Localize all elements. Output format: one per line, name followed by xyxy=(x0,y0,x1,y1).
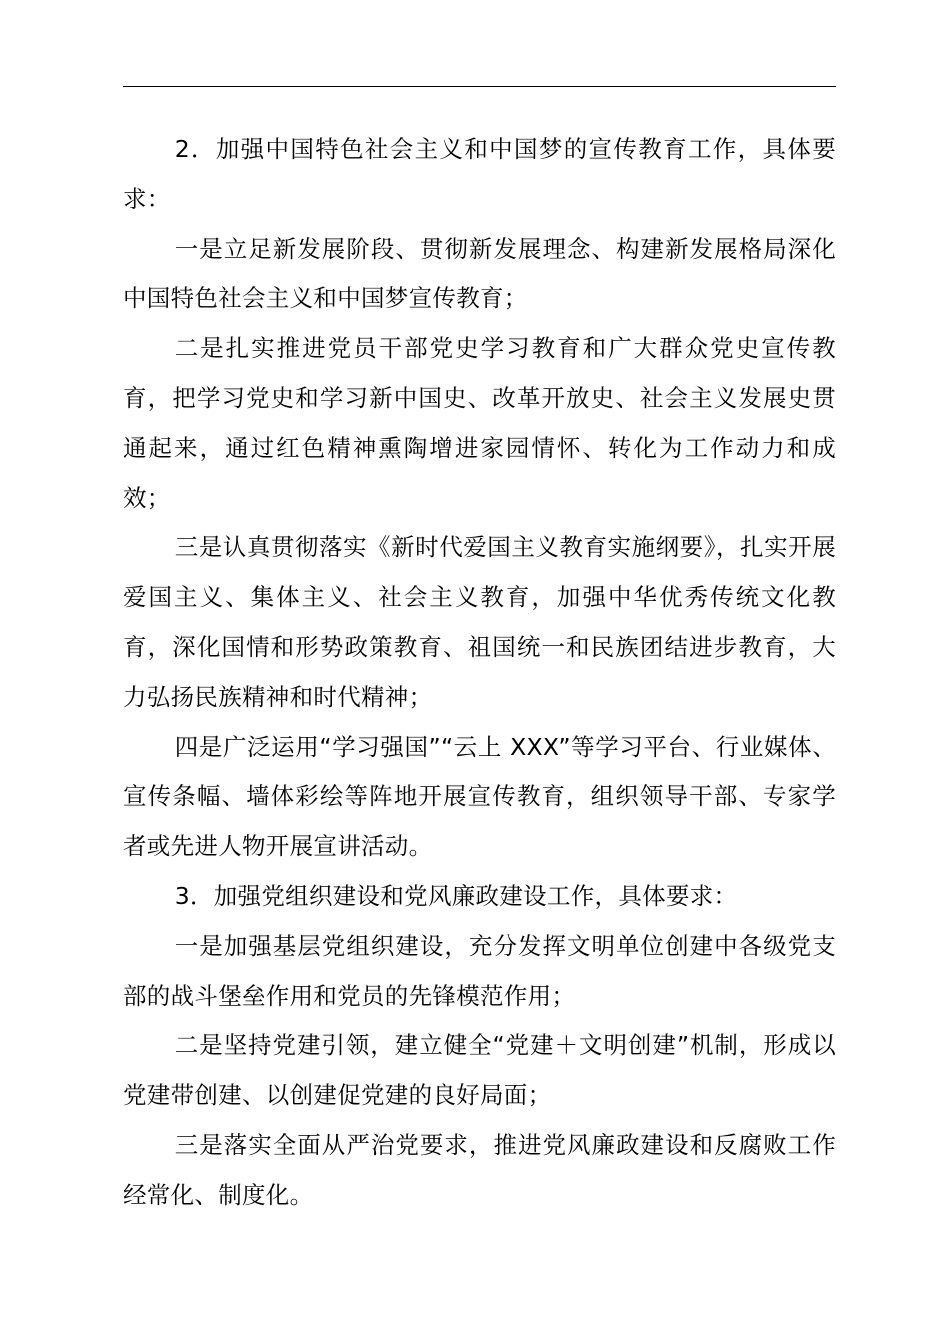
section-2-item-3: 三是认真贯彻落实《新时代爱国主义教育实施纲要》，扎实开展爱国主义、集体主义、社会主义教育，加强中华优秀传统文化教育，深化国情和形势政策教育、祖国统一和民族团结进步教育，大力弘扬民族精神和时代精神； xyxy=(123,533,836,711)
section-2-item-4: 四是广泛运用“学习强国”“云上 XXX”等学习平台、行业媒体、宣传条幅、墙体彩绘等阵地开展宣传教育，组织领导干部、专家学者或先进人物开展宣讲活动。 xyxy=(123,732,836,861)
section-3-heading: 3．加强党组织建设和党风廉政建设工作，具体要求： xyxy=(174,881,738,910)
header-rule xyxy=(123,86,836,87)
section-2-item-2: 二是扎实推进党员干部党史学习教育和广大群众党史宣传教育，把学习党史和学习新中国史、改革开放史、社会主义发展史贯通起来，通过红色精神熏陶增进家园情怀、转化为工作动力和成效； xyxy=(123,334,836,512)
document-body xyxy=(123,125,836,1221)
section-3-item-2: 二是坚持党建引领，建立健全“党建＋文明创建”机制，形成以党建带创建、以创建促党建的良好局面； xyxy=(123,1031,836,1110)
section-3-item-1: 一是加强基层党组织建设，充分发挥文明单位创建中各级党支部的战斗堡垒作用和党员的先锋模范作用； xyxy=(123,931,836,1010)
section-3-item-3: 三是落实全面从严治党要求，推进党风廉政建设和反腐败工作经常化、制度化。 xyxy=(123,1130,836,1209)
section-2-item-1: 一是立足新发展阶段、贯彻新发展理念、构建新发展格局深化中国特色社会主义和中国梦宣传教育； xyxy=(123,234,836,313)
section-2-heading: 2．加强中国特色社会主义和中国梦的宣传教育工作，具体要求： xyxy=(123,135,836,213)
